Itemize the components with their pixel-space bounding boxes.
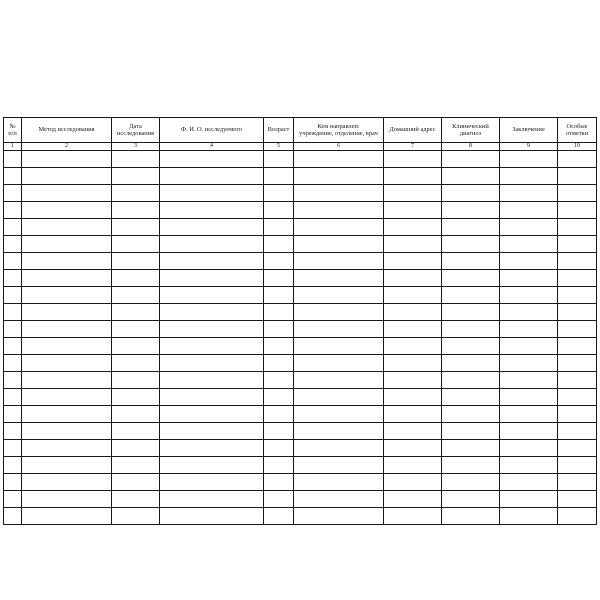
blank-cell[interactable] (384, 457, 442, 474)
header-method: Метод исследования (22, 118, 112, 143)
blank-cell[interactable] (4, 423, 22, 440)
table-row (4, 236, 597, 253)
blank-cell[interactable] (160, 270, 264, 287)
blank-cell[interactable] (558, 253, 597, 270)
blank-cell[interactable] (558, 287, 597, 304)
blank-cell[interactable] (442, 474, 500, 491)
blank-cell[interactable] (160, 321, 264, 338)
blank-cell[interactable] (558, 168, 597, 185)
blank-cell[interactable] (558, 202, 597, 219)
blank-cell[interactable] (442, 168, 500, 185)
blank-cell[interactable] (442, 491, 500, 508)
blank-cell[interactable] (22, 185, 112, 202)
blank-cell[interactable] (160, 355, 264, 372)
table-row (4, 287, 597, 304)
header-conclusion: Заключение (500, 118, 558, 143)
column-number: 10 (558, 143, 597, 151)
table-row (4, 151, 597, 168)
blank-cell[interactable] (264, 389, 294, 406)
blank-cell[interactable] (384, 321, 442, 338)
blank-cell[interactable] (112, 304, 160, 321)
blank-cell[interactable] (160, 185, 264, 202)
column-number: 1 (4, 143, 22, 151)
blank-cell[interactable] (558, 270, 597, 287)
blank-cell[interactable] (384, 270, 442, 287)
blank-cell[interactable] (558, 423, 597, 440)
blank-cell[interactable] (500, 491, 558, 508)
blank-cell[interactable] (442, 355, 500, 372)
blank-cell[interactable] (294, 202, 384, 219)
blank-cell[interactable] (500, 287, 558, 304)
blank-cell[interactable] (112, 457, 160, 474)
blank-cell[interactable] (4, 457, 22, 474)
blank-cell[interactable] (112, 372, 160, 389)
table-row (4, 185, 597, 202)
blank-cell[interactable] (160, 372, 264, 389)
blank-cell[interactable] (22, 355, 112, 372)
blank-cell[interactable] (558, 304, 597, 321)
blank-cell[interactable] (112, 219, 160, 236)
blank-cell[interactable] (294, 423, 384, 440)
blank-cell[interactable] (558, 338, 597, 355)
blank-cell[interactable] (112, 406, 160, 423)
blank-cell[interactable] (442, 202, 500, 219)
blank-cell[interactable] (500, 304, 558, 321)
blank-cell[interactable] (384, 287, 442, 304)
blank-cell[interactable] (112, 287, 160, 304)
blank-cell[interactable] (384, 253, 442, 270)
blank-cell[interactable] (384, 185, 442, 202)
blank-cell[interactable] (264, 253, 294, 270)
blank-cell[interactable] (500, 253, 558, 270)
blank-cell[interactable] (112, 185, 160, 202)
blank-cell[interactable] (500, 321, 558, 338)
blank-cell[interactable] (500, 151, 558, 168)
blank-cell[interactable] (294, 372, 384, 389)
blank-cell[interactable] (112, 202, 160, 219)
blank-cell[interactable] (294, 474, 384, 491)
blank-cell[interactable] (160, 287, 264, 304)
table-row (4, 168, 597, 185)
blank-cell[interactable] (294, 168, 384, 185)
table-row (4, 355, 597, 372)
blank-cell[interactable] (4, 202, 22, 219)
blank-cell[interactable] (264, 338, 294, 355)
blank-cell[interactable] (4, 185, 22, 202)
blank-cell[interactable] (442, 440, 500, 457)
blank-cell[interactable] (160, 202, 264, 219)
blank-cell[interactable] (112, 168, 160, 185)
blank-cell[interactable] (112, 355, 160, 372)
blank-cell[interactable] (558, 236, 597, 253)
blank-cell[interactable] (22, 372, 112, 389)
blank-cell[interactable] (160, 338, 264, 355)
blank-cell[interactable] (4, 491, 22, 508)
blank-cell[interactable] (442, 406, 500, 423)
blank-cell[interactable] (294, 508, 384, 525)
blank-cell[interactable] (384, 491, 442, 508)
blank-cell[interactable] (500, 406, 558, 423)
blank-cell[interactable] (442, 270, 500, 287)
table-row (4, 474, 597, 491)
blank-cell[interactable] (160, 253, 264, 270)
table-row (4, 338, 597, 355)
blank-cell[interactable] (160, 168, 264, 185)
header-date: Дата исследования (112, 118, 160, 143)
blank-cell[interactable] (500, 423, 558, 440)
blank-cell[interactable] (558, 355, 597, 372)
header-row-number: № п/п (4, 118, 22, 143)
blank-cell[interactable] (500, 270, 558, 287)
table-row (4, 457, 597, 474)
blank-cell[interactable] (4, 338, 22, 355)
blank-cell[interactable] (384, 151, 442, 168)
table-row (4, 321, 597, 338)
blank-cell[interactable] (4, 219, 22, 236)
column-number: 7 (384, 143, 442, 151)
blank-cell[interactable] (160, 474, 264, 491)
blank-cell[interactable] (384, 355, 442, 372)
blank-cell[interactable] (112, 508, 160, 525)
blank-cell[interactable] (442, 338, 500, 355)
blank-cell[interactable] (294, 389, 384, 406)
blank-cell[interactable] (264, 236, 294, 253)
blank-cell[interactable] (112, 338, 160, 355)
column-number: 5 (264, 143, 294, 151)
blank-cell[interactable] (384, 406, 442, 423)
blank-cell[interactable] (264, 440, 294, 457)
blank-cell[interactable] (384, 372, 442, 389)
blank-cell[interactable] (558, 185, 597, 202)
blank-cell[interactable] (558, 151, 597, 168)
blank-cell[interactable] (294, 270, 384, 287)
blank-cell[interactable] (112, 389, 160, 406)
blank-cell[interactable] (558, 440, 597, 457)
blank-cell[interactable] (4, 236, 22, 253)
blank-cell[interactable] (112, 423, 160, 440)
blank-cell[interactable] (4, 440, 22, 457)
blank-cell[interactable] (294, 253, 384, 270)
blank-cell[interactable] (264, 457, 294, 474)
blank-cell[interactable] (22, 287, 112, 304)
blank-cell[interactable] (22, 423, 112, 440)
blank-cell[interactable] (264, 304, 294, 321)
blank-cell[interactable] (4, 321, 22, 338)
column-number: 9 (500, 143, 558, 151)
blank-cell[interactable] (4, 389, 22, 406)
blank-cell[interactable] (264, 355, 294, 372)
blank-cell[interactable] (500, 338, 558, 355)
blank-cell[interactable] (500, 202, 558, 219)
table-row (4, 202, 597, 219)
blank-cell[interactable] (22, 440, 112, 457)
blank-cell[interactable] (442, 372, 500, 389)
blank-cell[interactable] (558, 321, 597, 338)
column-number: 6 (294, 143, 384, 151)
blank-cell[interactable] (500, 457, 558, 474)
blank-cell[interactable] (22, 457, 112, 474)
table-row (4, 219, 597, 236)
blank-cell[interactable] (160, 219, 264, 236)
blank-cell[interactable] (558, 474, 597, 491)
blank-cell[interactable] (500, 185, 558, 202)
column-number-row (4, 143, 597, 151)
blank-cell[interactable] (4, 508, 22, 525)
header-row (4, 118, 597, 143)
header-age: Возраст (264, 118, 294, 143)
blank-cell[interactable] (4, 287, 22, 304)
blank-cell[interactable] (22, 151, 112, 168)
blank-cell[interactable] (558, 406, 597, 423)
blank-cell[interactable] (4, 372, 22, 389)
table-row (4, 406, 597, 423)
blank-cell[interactable] (500, 236, 558, 253)
header-home-address: Домашний адрес (384, 118, 442, 143)
table-row (4, 253, 597, 270)
blank-cell[interactable] (22, 270, 112, 287)
blank-cell[interactable] (442, 304, 500, 321)
blank-cell[interactable] (384, 474, 442, 491)
blank-cell[interactable] (384, 304, 442, 321)
header-special-notes: Особые отметки (558, 118, 597, 143)
blank-cell[interactable] (264, 151, 294, 168)
blank-cell[interactable] (558, 508, 597, 525)
blank-cell[interactable] (22, 219, 112, 236)
blank-cell[interactable] (264, 270, 294, 287)
blank-cell[interactable] (4, 406, 22, 423)
blank-cell[interactable] (500, 508, 558, 525)
blank-cell[interactable] (22, 508, 112, 525)
blank-cell[interactable] (160, 236, 264, 253)
table-row (4, 270, 597, 287)
blank-cell[interactable] (442, 423, 500, 440)
table-row (4, 304, 597, 321)
blank-cell[interactable] (384, 423, 442, 440)
blank-cell[interactable] (264, 185, 294, 202)
blank-cell[interactable] (264, 321, 294, 338)
blank-cell[interactable] (294, 287, 384, 304)
blank-cell[interactable] (112, 270, 160, 287)
blank-cell[interactable] (500, 474, 558, 491)
blank-cell[interactable] (112, 491, 160, 508)
blank-cell[interactable] (558, 219, 597, 236)
blank-cell[interactable] (112, 151, 160, 168)
blank-cell[interactable] (264, 219, 294, 236)
blank-cell[interactable] (264, 202, 294, 219)
column-number: 8 (442, 143, 500, 151)
blank-cell[interactable] (160, 491, 264, 508)
blank-cell[interactable] (294, 219, 384, 236)
blank-cell[interactable] (500, 355, 558, 372)
blank-cell[interactable] (384, 202, 442, 219)
blank-cell[interactable] (4, 270, 22, 287)
blank-cell[interactable] (384, 508, 442, 525)
blank-cell[interactable] (264, 491, 294, 508)
blank-cell[interactable] (384, 389, 442, 406)
blank-cell[interactable] (294, 457, 384, 474)
blank-cell[interactable] (500, 372, 558, 389)
table-row (4, 508, 597, 525)
blank-cell[interactable] (22, 406, 112, 423)
blank-cell[interactable] (384, 338, 442, 355)
blank-cell[interactable] (112, 253, 160, 270)
column-number: 3 (112, 143, 160, 151)
table-row (4, 491, 597, 508)
blank-cell[interactable] (4, 474, 22, 491)
blank-cell[interactable] (4, 168, 22, 185)
blank-cell[interactable] (294, 236, 384, 253)
blank-cell[interactable] (160, 440, 264, 457)
blank-cell[interactable] (294, 321, 384, 338)
blank-cell[interactable] (112, 440, 160, 457)
blank-cell[interactable] (264, 287, 294, 304)
blank-cell[interactable] (160, 304, 264, 321)
header-referred-by: Кем направлен: учреждение, отделение, врач (294, 118, 384, 143)
blank-cell[interactable] (22, 338, 112, 355)
blank-cell[interactable] (558, 389, 597, 406)
blank-cell[interactable] (442, 253, 500, 270)
blank-cell[interactable] (500, 168, 558, 185)
blank-cell[interactable] (4, 151, 22, 168)
blank-cell[interactable] (558, 372, 597, 389)
blank-cell[interactable] (22, 202, 112, 219)
blank-cell[interactable] (160, 423, 264, 440)
blank-cell[interactable] (264, 406, 294, 423)
table-row (4, 440, 597, 457)
blank-cell[interactable] (264, 508, 294, 525)
header-full-name: Ф. И. О. исследуемого (160, 118, 264, 143)
blank-cell[interactable] (294, 406, 384, 423)
blank-cell[interactable] (22, 321, 112, 338)
blank-cell[interactable] (384, 440, 442, 457)
blank-cell[interactable] (384, 236, 442, 253)
blank-cell[interactable] (500, 389, 558, 406)
blank-cell[interactable] (384, 219, 442, 236)
blank-cell[interactable] (294, 355, 384, 372)
blank-cell[interactable] (264, 474, 294, 491)
table-row (4, 389, 597, 406)
blank-cell[interactable] (22, 474, 112, 491)
blank-cell[interactable] (500, 219, 558, 236)
blank-cell[interactable] (22, 253, 112, 270)
blank-cell[interactable] (442, 457, 500, 474)
blank-cell[interactable] (160, 508, 264, 525)
blank-cell[interactable] (160, 389, 264, 406)
blank-cell[interactable] (442, 508, 500, 525)
blank-cell[interactable] (22, 304, 112, 321)
blank-cell[interactable] (294, 304, 384, 321)
blank-cell[interactable] (384, 168, 442, 185)
journal-table (3, 117, 597, 525)
blank-cell[interactable] (442, 236, 500, 253)
blank-cell[interactable] (22, 389, 112, 406)
blank-cell[interactable] (500, 440, 558, 457)
header-clinical-diagnosis: Клинический диагноз (442, 118, 500, 143)
blank-cell[interactable] (160, 406, 264, 423)
table-row (4, 372, 597, 389)
table-row (4, 423, 597, 440)
blank-cell[interactable] (442, 151, 500, 168)
blank-cell[interactable] (112, 321, 160, 338)
blank-cell[interactable] (294, 491, 384, 508)
blank-cell[interactable] (294, 338, 384, 355)
blank-cell[interactable] (558, 457, 597, 474)
blank-cell[interactable] (442, 321, 500, 338)
blank-cell[interactable] (22, 236, 112, 253)
blank-cell[interactable] (442, 287, 500, 304)
column-number: 2 (22, 143, 112, 151)
blank-cell[interactable] (294, 185, 384, 202)
blank-cell[interactable] (558, 491, 597, 508)
blank-cell[interactable] (4, 355, 22, 372)
blank-cell[interactable] (442, 389, 500, 406)
blank-cell[interactable] (294, 151, 384, 168)
blank-cell[interactable] (264, 423, 294, 440)
blank-cell[interactable] (22, 491, 112, 508)
blank-cell[interactable] (264, 168, 294, 185)
blank-cell[interactable] (264, 372, 294, 389)
blank-cell[interactable] (160, 151, 264, 168)
column-number: 4 (160, 143, 264, 151)
blank-cell[interactable] (442, 219, 500, 236)
blank-cell[interactable] (4, 253, 22, 270)
blank-cell[interactable] (22, 168, 112, 185)
blank-cell[interactable] (112, 236, 160, 253)
blank-cell[interactable] (160, 457, 264, 474)
blank-cell[interactable] (112, 474, 160, 491)
blank-cell[interactable] (4, 304, 22, 321)
blank-cell[interactable] (442, 185, 500, 202)
blank-cell[interactable] (294, 440, 384, 457)
